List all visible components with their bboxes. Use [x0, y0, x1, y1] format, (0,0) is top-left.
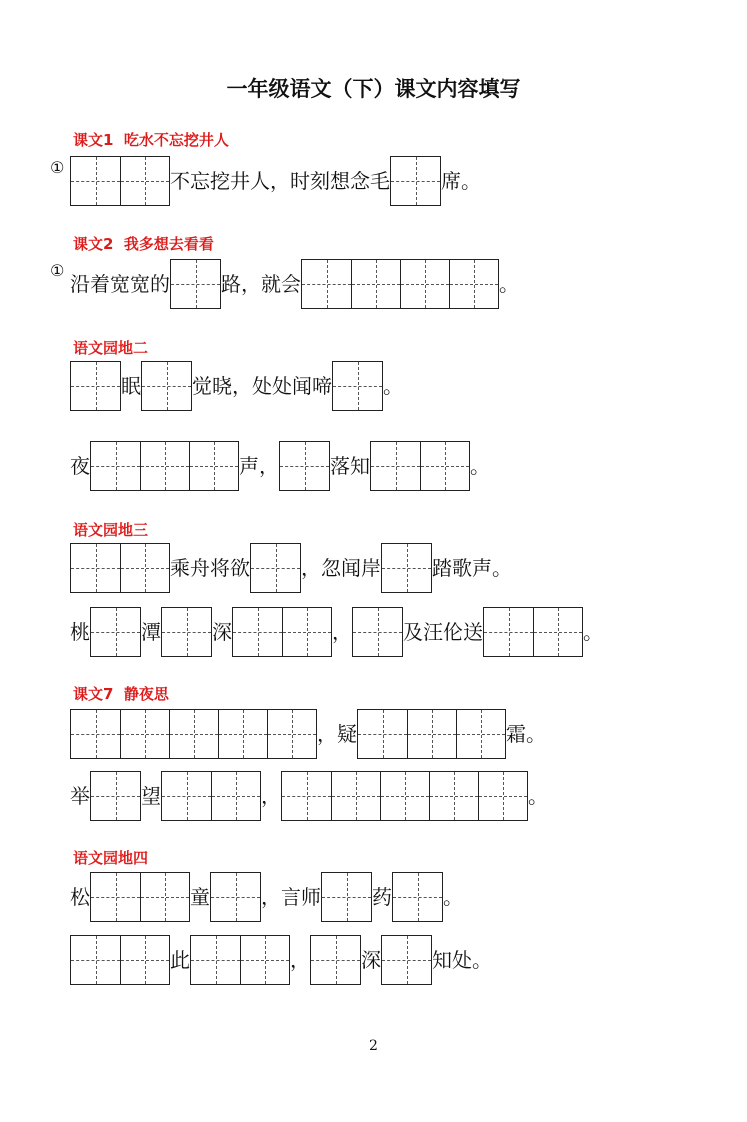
fill-in-blank-grid[interactable]	[70, 156, 170, 206]
fill-in-blank-grid[interactable]	[190, 935, 290, 985]
tian-zi-ge-cell[interactable]	[211, 772, 260, 820]
tian-zi-ge-cell[interactable]	[331, 772, 380, 820]
tian-zi-ge-cell[interactable]	[120, 157, 169, 205]
sentence-text: 。	[443, 885, 463, 909]
tian-zi-ge-cell[interactable]	[142, 362, 191, 410]
tian-zi-ge-cell[interactable]	[353, 608, 402, 656]
fill-in-blank-grid[interactable]	[161, 607, 212, 657]
tian-zi-ge-cell[interactable]	[169, 710, 218, 758]
tian-zi-ge-cell[interactable]	[140, 442, 189, 490]
tian-zi-ge-cell[interactable]	[400, 260, 449, 308]
tian-zi-ge-cell[interactable]	[391, 157, 440, 205]
sentence-text: 举	[70, 784, 90, 808]
tian-zi-ge-cell[interactable]	[71, 710, 120, 758]
tian-zi-ge-cell[interactable]	[120, 936, 169, 984]
sentence-text: 。	[583, 620, 603, 644]
sentence-text: 踏歌声。	[432, 556, 512, 580]
sentence-text: 眠	[121, 374, 141, 398]
section-heading: 课文2 我多想去看看	[73, 235, 214, 253]
tian-zi-ge-cell[interactable]	[478, 772, 527, 820]
sentence-line	[70, 771, 548, 821]
sentence-text: 童	[190, 885, 210, 909]
tian-zi-ge-cell[interactable]	[358, 710, 407, 758]
sentence-text: 望	[141, 784, 161, 808]
page-title: 一年级语文（下）课文内容填写	[226, 77, 521, 101]
sentence-line	[70, 259, 519, 309]
tian-zi-ge-cell[interactable]	[162, 772, 211, 820]
tian-zi-ge-cell[interactable]	[233, 608, 282, 656]
tian-zi-ge-cell[interactable]	[240, 936, 289, 984]
tian-zi-ge-cell[interactable]	[91, 608, 140, 656]
sentence-text: 深	[361, 948, 381, 972]
fill-in-blank-grid[interactable]	[332, 361, 383, 411]
sentence-line	[70, 156, 481, 206]
tian-zi-ge-cell[interactable]	[449, 260, 498, 308]
tian-zi-ge-cell[interactable]	[371, 442, 420, 490]
tian-zi-ge-cell[interactable]	[407, 710, 456, 758]
sentence-line	[70, 441, 490, 491]
sentence-text: 。	[499, 272, 519, 296]
sentence-text: 路，就会	[221, 272, 301, 296]
item-number-marker: ①	[50, 158, 65, 177]
sentence-text: ，忽闻岸	[301, 556, 381, 580]
tian-zi-ge-cell[interactable]	[171, 260, 220, 308]
tian-zi-ge-cell[interactable]	[533, 608, 582, 656]
section-heading: 语文园地三	[73, 521, 149, 539]
tian-zi-ge-cell[interactable]	[267, 710, 316, 758]
fill-in-blank-grid[interactable]	[90, 441, 239, 491]
tian-zi-ge-cell[interactable]	[120, 544, 169, 592]
fill-in-blank-grid[interactable]	[390, 156, 441, 206]
sentence-text: 深	[212, 620, 232, 644]
fill-in-blank-grid[interactable]	[232, 607, 332, 657]
sentence-text: ，	[290, 948, 310, 972]
tian-zi-ge-cell[interactable]	[189, 442, 238, 490]
tian-zi-ge-cell[interactable]	[351, 260, 400, 308]
fill-in-blank-grid[interactable]	[90, 607, 141, 657]
sentence-text: ，	[332, 620, 352, 644]
fill-in-blank-grid[interactable]	[321, 872, 372, 922]
fill-in-blank-grid[interactable]	[90, 872, 190, 922]
tian-zi-ge-cell[interactable]	[382, 544, 431, 592]
tian-zi-ge-cell[interactable]	[71, 544, 120, 592]
tian-zi-ge-cell[interactable]	[282, 772, 331, 820]
tian-zi-ge-cell[interactable]	[382, 936, 431, 984]
sentence-text: 沿着宽宽的	[70, 272, 170, 296]
sentence-text: 夜	[70, 454, 90, 478]
fill-in-blank-grid[interactable]	[381, 935, 432, 985]
tian-zi-ge-cell[interactable]	[429, 772, 478, 820]
fill-in-blank-grid[interactable]	[281, 771, 528, 821]
tian-zi-ge-cell[interactable]	[282, 608, 331, 656]
tian-zi-ge-cell[interactable]	[393, 873, 442, 921]
sentence-line	[70, 543, 512, 593]
fill-in-blank-grid[interactable]	[141, 361, 192, 411]
fill-in-blank-grid[interactable]	[483, 607, 583, 657]
tian-zi-ge-cell[interactable]	[71, 936, 120, 984]
fill-in-blank-grid[interactable]	[90, 771, 141, 821]
fill-in-blank-grid[interactable]	[392, 872, 443, 922]
fill-in-blank-grid[interactable]	[250, 543, 301, 593]
sentence-text: 。	[383, 374, 403, 398]
tian-zi-ge-cell[interactable]	[420, 442, 469, 490]
fill-in-blank-grid[interactable]	[279, 441, 330, 491]
fill-in-blank-grid[interactable]	[70, 543, 170, 593]
sentence-text: 不忘挖井人，时刻想念毛	[170, 169, 390, 193]
sentence-line	[70, 607, 603, 657]
fill-in-blank-grid[interactable]	[301, 259, 499, 309]
tian-zi-ge-cell[interactable]	[91, 772, 140, 820]
tian-zi-ge-cell[interactable]	[251, 544, 300, 592]
section-heading: 课文7 静夜思	[73, 685, 169, 703]
tian-zi-ge-cell[interactable]	[91, 873, 140, 921]
tian-zi-ge-cell[interactable]	[218, 710, 267, 758]
sentence-text: 及汪伦送	[403, 620, 483, 644]
sentence-text: 。	[528, 784, 548, 808]
sentence-line	[70, 361, 403, 411]
sentence-text: 声，	[239, 454, 279, 478]
sentence-text: 觉晓，处处闻啼	[192, 374, 332, 398]
tian-zi-ge-cell[interactable]	[333, 362, 382, 410]
fill-in-blank-grid[interactable]	[70, 935, 170, 985]
tian-zi-ge-cell[interactable]	[322, 873, 371, 921]
sentence-line	[70, 709, 546, 759]
fill-in-blank-grid[interactable]	[170, 259, 221, 309]
tian-zi-ge-cell[interactable]	[456, 710, 505, 758]
sentence-line	[70, 935, 492, 985]
sentence-text: 松	[70, 885, 90, 909]
item-number-marker: ①	[50, 261, 65, 280]
sentence-text: 知处。	[432, 948, 492, 972]
sentence-text: 席。	[441, 169, 481, 193]
tian-zi-ge-cell[interactable]	[71, 157, 120, 205]
fill-in-blank-grid[interactable]	[370, 441, 470, 491]
sentence-text: 桃	[70, 620, 90, 644]
fill-in-blank-grid[interactable]	[381, 543, 432, 593]
fill-in-blank-grid[interactable]	[352, 607, 403, 657]
page-number: 2	[369, 1038, 378, 1054]
tian-zi-ge-cell[interactable]	[91, 442, 140, 490]
tian-zi-ge-cell[interactable]	[71, 362, 120, 410]
tian-zi-ge-cell[interactable]	[120, 710, 169, 758]
sentence-text: 潭	[141, 620, 161, 644]
sentence-text: ，疑	[317, 722, 357, 746]
tian-zi-ge-cell[interactable]	[140, 873, 189, 921]
fill-in-blank-grid[interactable]	[70, 361, 121, 411]
fill-in-blank-grid[interactable]	[310, 935, 361, 985]
tian-zi-ge-cell[interactable]	[280, 442, 329, 490]
tian-zi-ge-cell[interactable]	[211, 873, 260, 921]
section-heading: 语文园地二	[73, 339, 149, 357]
tian-zi-ge-cell[interactable]	[484, 608, 533, 656]
tian-zi-ge-cell[interactable]	[302, 260, 351, 308]
tian-zi-ge-cell[interactable]	[311, 936, 360, 984]
sentence-text: 此	[170, 948, 190, 972]
tian-zi-ge-cell[interactable]	[380, 772, 429, 820]
tian-zi-ge-cell[interactable]	[191, 936, 240, 984]
sentence-text: 药	[372, 885, 392, 909]
sentence-text: ，	[261, 784, 281, 808]
fill-in-blank-grid[interactable]	[70, 709, 317, 759]
sentence-text: ，言师	[261, 885, 321, 909]
fill-in-blank-grid[interactable]	[161, 771, 261, 821]
fill-in-blank-grid[interactable]	[357, 709, 506, 759]
section-heading: 课文1 吃水不忘挖井人	[73, 131, 229, 149]
tian-zi-ge-cell[interactable]	[162, 608, 211, 656]
sentence-text: 乘舟将欲	[170, 556, 250, 580]
sentence-line	[70, 872, 463, 922]
fill-in-blank-grid[interactable]	[210, 872, 261, 922]
section-heading: 语文园地四	[73, 849, 149, 867]
sentence-text: 霜。	[506, 722, 546, 746]
sentence-text: 。	[470, 454, 490, 478]
sentence-text: 落知	[330, 454, 370, 478]
